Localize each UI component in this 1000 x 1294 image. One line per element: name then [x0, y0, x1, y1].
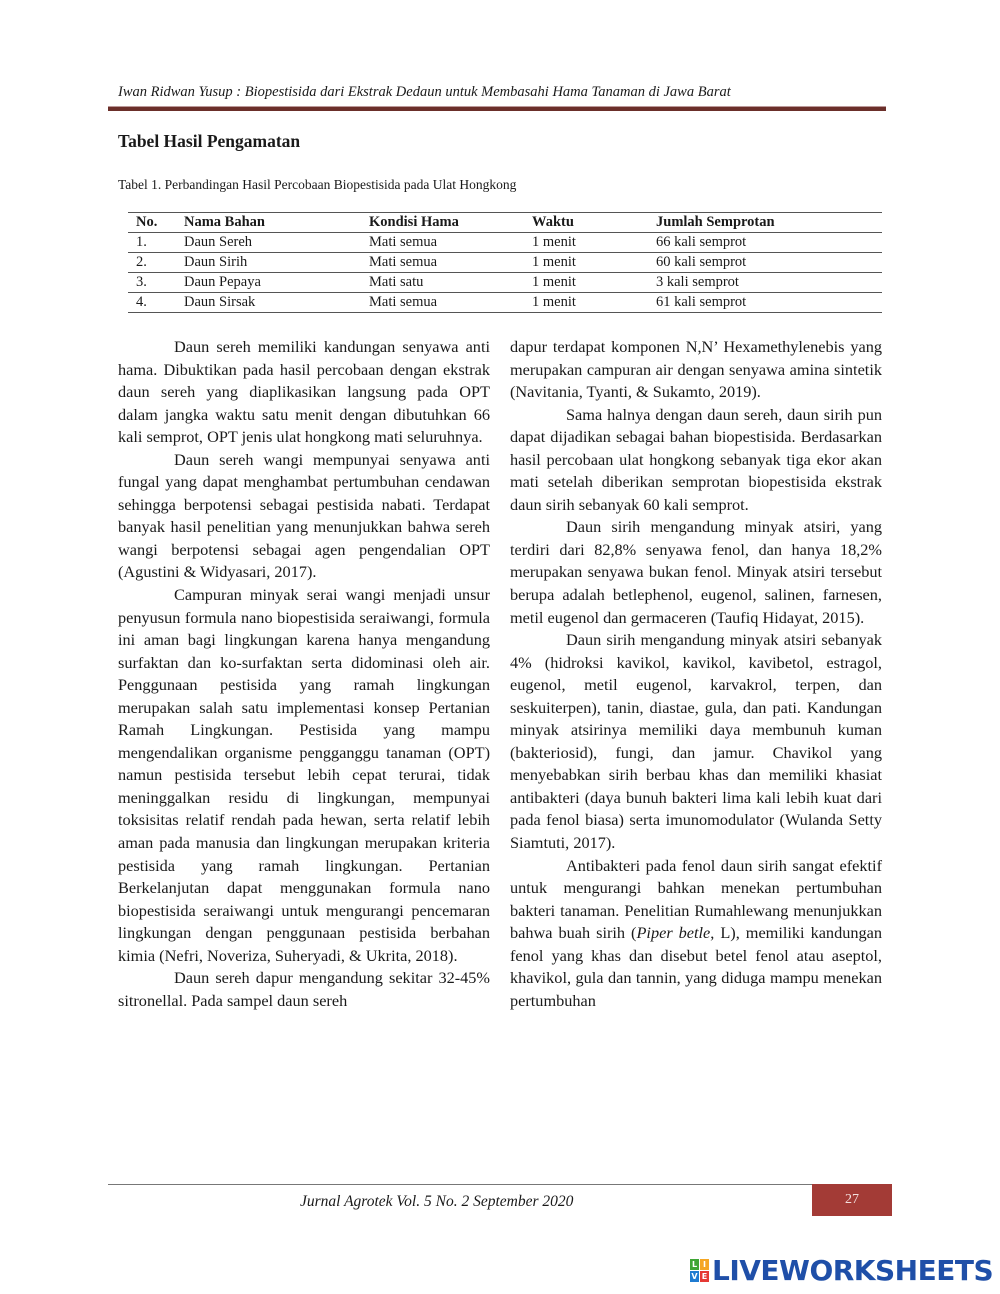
logo-text: LIVEWORKSHEETS [712, 1254, 994, 1287]
journal-footer: Jurnal Agrotek Vol. 5 No. 2 September 2020 [300, 1193, 574, 1210]
page-number: 27 [812, 1184, 892, 1216]
table-cell: Daun Sirih [176, 253, 361, 273]
table-cell: 3 kali semprot [648, 273, 882, 293]
paragraph: Daun sereh wangi mempunyai senyawa anti fungal yang dapat menghambat pertumbuhan cendawan sehingga berpotensi sebagai pestisida nabati. Terdapat banyak hasil penelitian yang menunjukkan bahwa sereh wangi berpotensi sebagai agen pengendalian OPT (Agustini & Widyasari, 2017). [118, 449, 490, 582]
table-cell: Daun Sereh [176, 233, 361, 253]
table-cell: 1 menit [524, 233, 648, 253]
header-nama-bahan: Nama Bahan [176, 213, 361, 233]
header-jumlah-semprotan: Jumlah Semprotan [648, 213, 882, 233]
paragraph: Sama halnya dengan daun sereh, daun sirih pun dapat dijadikan sebagai bahan biopestisida. Berdasarkan hasil percobaan ulat hongkong sebanyak tiga ekor akan mati setelah diberikan semprotan biopestisida ekstrak daun sirih sebanyak 60 kali semprot. [510, 404, 882, 514]
footer-rule [108, 1184, 812, 1185]
header-no: No. [128, 213, 176, 233]
table-cell: Daun Pepaya [176, 273, 361, 293]
table-cell: Mati semua [361, 253, 524, 273]
header-waktu: Waktu [524, 213, 648, 233]
table-cell: 2. [128, 253, 176, 273]
table-cell: 1 menit [524, 253, 648, 273]
running-header: Iwan Ridwan Yusup : Biopestisida dari Ekstrak Dedaun untuk Membasahi Hama Tanaman di Jawa Barat [118, 84, 731, 100]
species-name: Piper betle [636, 923, 711, 943]
paragraph [510, 855, 882, 1013]
table-cell: 1 menit [524, 293, 648, 313]
paragraph: Daun sirih mengandung minyak atsiri sebanyak 4% (hidroksi kavikol, kavikol, kavibetol, estragol, eugenol, metil eugenol, karvakrol, terpen, dan seskuiterpen), tanin, diastae, gula, dan pati. Kandungan minyak atsirinya memiliki daya membunuh kuman (bakteriosid), fungi, dan jamur. Chavikol yang menyebabkan sirih berbau khas dan memiliki khasiat antibakteri (daya bunuh bakteri lima kali lebih kuat dari pada fenol biasa) serta imunomodulator (Wulanda Setty Siamtuti, 2017). [510, 630, 882, 853]
table-row [128, 233, 882, 253]
table-cell: 60 kali semprot [648, 253, 882, 273]
left-column [118, 336, 490, 1012]
table-row [128, 273, 882, 293]
table-caption: Tabel 1. Perbandingan Hasil Percobaan Biopestisida pada Ulat Hongkong [118, 177, 517, 192]
text: , L), memiliki kandungan fenol yang khas dan disebut betel fenol atau aseptol, khavikol, gula dan tannin, yang diduga mampu menekan pertumbuhan [510, 923, 883, 1010]
section-title: Tabel Hasil Pengamatan [118, 131, 301, 151]
table-row [128, 253, 882, 273]
logo-letter: L [691, 1260, 698, 1269]
table-cell: 3. [128, 273, 176, 293]
table-header-row [128, 213, 882, 233]
live-icon [690, 1259, 709, 1282]
table-cell: Mati semua [361, 233, 524, 253]
table-cell: 1. [128, 233, 176, 253]
paragraph: Daun sirih mengandung minyak atsiri, yang terdiri dari 82,8% senyawa fenol, dan hanya 18,2% merupakan senyawa bukan fenol. Minyak atsiri tersebut berupa adalah betlephenol, eugenol, salinen, farnesen, metil eugenol dan germaceren (Taufiq Hidayat, 2015). [510, 517, 882, 627]
logo-letter: V [691, 1272, 698, 1281]
paragraph: Daun sereh dapur mengandung sekitar 32-45% sitronellal. Pada sampel daun sereh [118, 968, 490, 1010]
right-column [510, 336, 882, 1012]
table-cell: Daun Sirsak [176, 293, 361, 313]
results-table [128, 212, 882, 313]
table-row [128, 293, 882, 313]
text: Antibakteri pada fenol daun sirih sangat efektif untuk mengurangi bahkan menekan pertumbuhan bakteri tanaman. Penelitian Rumahlewang menunjukkan bahwa buah sirih ( [510, 855, 882, 943]
table-cell: 1 menit [524, 273, 648, 293]
logo-letter: E [701, 1272, 708, 1281]
header-kondisi-hama: Kondisi Hama [361, 213, 524, 233]
table-cell: 61 kali semprot [648, 293, 882, 313]
header-rule [108, 106, 886, 111]
table-cell: Mati satu [361, 273, 524, 293]
logo-letter: I [700, 1259, 709, 1270]
table-cell: 4. [128, 293, 176, 313]
paragraph: Campuran minyak serai wangi menjadi unsur penyusun formula nano biopestisida seraiwangi, formula ini aman bagi lingkungan karena hanya mengandung surfaktan dan ko-surfaktan serta didominasi oleh air. Penggunaan pestisida yang ramah lingkungan merupakan salah satu implementasi konsep Pertanian Ramah Lingkungan. Pestisida yang mampu mengendalikan organisme pengganggu tanaman (OPT) namun pestisida tersebut lebih cepat terurai, tidak meninggalkan residu di lingkungan, mempunyai toksisitas relatif rendah pada hewan, serta relatif lebih aman pada manusia dan lingkungan merupakan kriteria pestisida yang ramah lingkungan. Pertanian Berkelanjutan dapat menggunakan formula nano biopestisida seraiwangi untuk mengurangi pencemaran lingkungan dengan penggunaan pestisida berbahan kimia (Nefri, Noveriza, Suheryadi, & Ukrita, 2018). [118, 585, 490, 965]
paragraph-continuation: dapur terdapat komponen N,N’ Hexamethylenebis yang merupakan campuran air dengan senyawa amina sintetik (Navitania, Tyanti, & Sukamto, 2019). [510, 337, 882, 402]
table-cell: Mati semua [361, 293, 524, 313]
liveworksheets-logo [690, 1254, 993, 1287]
table-cell: 66 kali semprot [648, 233, 882, 253]
paragraph: Daun sereh memiliki kandungan senyawa anti hama. Dibuktikan pada hasil percobaan dengan ekstrak daun sereh yang diaplikasikan langsung pada OPT dalam jangka waktu satu menit dengan dibutuhkan 66 kali semprot, OPT jenis ulat hongkong mati seluruhnya. [118, 337, 490, 447]
